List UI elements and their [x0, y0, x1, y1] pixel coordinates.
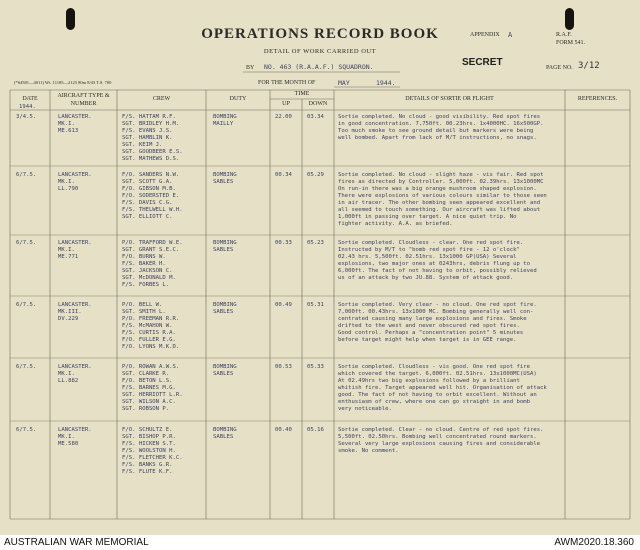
form-title: OPERATIONS RECORD BOOK	[201, 26, 439, 42]
row-duty: BOMBING SABLES	[213, 302, 237, 315]
row-date: 6/7.5.	[16, 364, 37, 370]
row-time-up: 00.49	[275, 302, 292, 308]
row-details: Sortie completed. Cloudless - vis good. One red spot fire which covered the target. 6,000ft. 02.51hrs. 13x1000MC(USA) At 02.49hrs two big explosions followed by a brilliant whitish fire. Target appeared well hit. Organisation of attack good. The fact of not having to orbit excellent. Without an enthusiasm of crew, where one can go straight in and bomb very noticeable.	[338, 364, 547, 412]
row-crew: P/O. ROWAN A.W.S. SGT. CLARKE R. F/O. BETON L.S. F/S. BARNES M.G. SGT. HERRIOTT L.R. SGT. WILSON A.C. SGT. ROBSON P.	[122, 364, 183, 412]
row-details: Sortie completed. Very clear - no cloud. One red spot fire. 7,000ft. 00.43hrs. 13x1000 MC. Bombing generally well con- centrated causing many large explosions and fires. Smoke drifted to the west and never obscured red spot fires. Good control. Perhaps a "concentration point" 5 minutes before target might help when target is in GEE range.	[338, 302, 537, 343]
row-date: 6/7.5.	[16, 172, 37, 178]
row-crew: F/O. SCHULTZ E. SGT. BISHOP P.R. F/S. HICKEN S.T. F/S. WOOLSTON H. F/S. FLETCHER K.C. F/S. BANKS G.R. F/S. FLUTE K.F.	[122, 427, 183, 475]
row-duty: BOMBING SABLES	[213, 427, 237, 440]
row-date: 6/7.5.	[16, 302, 37, 308]
row-crew: F/O. SANDERS N.W. SGT. SCOTT G.A. F/O. GIBSON M.B. F/O. SODERSTED E. F/S. DAVIS C.G. F/S. THELWELL W.H. SGT. ELLIOTT C.	[122, 172, 183, 220]
row-crew: F/S. HATTAM R.F. SGT. BRIDLEY H.M. F/S. EVANS J.S. SGT. HAMBLIN K. SGT. KEIM J. SGT. GOODBEER E.S. SGT. MATHEWS D.S.	[122, 114, 183, 162]
row-details: Sortie completed. No cloud - good visibility. Red spot fires in good concentration. 7,750ft. 00.23hrs. 1x4000HC. 16x500GP. Too much smoke to see ground detail but markers were being well bombed. Apart from lack of M/T instructions, no snags.	[338, 114, 544, 141]
row-aircraft: LANCASTER. MK.I. ME.580	[58, 427, 92, 447]
month-label: FOR THE MONTH OF	[258, 80, 316, 86]
column-header-crew: CREW	[152, 96, 171, 102]
column-header-duty: DUTY	[229, 96, 247, 102]
row-details: Sortie completed. Clear - no cloud. Centre of red spot fires. 5,500ft. 02.50hrs. Bombing well concentrated round markers. Several very large explosions causing fires and considerable smoke. No comment.	[338, 427, 544, 454]
month-value: MAY	[338, 79, 350, 87]
row-details: Sortie completed. No cloud - slight haze - vis fair. Red spot fires as directed by Controller. 5,000ft. 02.39hrs. 13x1000MC On run-in there was a big orange mushroom shaped explosion. There were explosions of various colours similar to those seen in air tracer. The other bombing seen appeared excellent and all seemed to touch something. Our aircraft was lifted about 1,000ft in passing over target. A nice quiet trip. No fighter activity. A.A. as briefed.	[338, 172, 547, 227]
year-value: 1944.	[376, 79, 396, 87]
row-duty: BOMBING SABLES	[213, 240, 237, 253]
row-duty: BOMBING SABLES	[213, 172, 237, 185]
column-header-details: DETAILS OF SORTIE OR FLIGHT	[405, 96, 494, 102]
archive-reference: AWM2020.18.360	[554, 537, 634, 548]
row-crew: P/O. TRAFFORD W.E. SGT. GRANT S.E.C. F/O. BURNS W. F/S. BAKER H. SGT. JACKSON C. SGT. McDONALD M. F/S. FORBES L.	[122, 240, 183, 288]
raf-label: R.A.F.	[556, 32, 572, 38]
row-time-up: 00.53	[275, 364, 292, 370]
row-date: 6/7.5.	[16, 427, 37, 433]
by-label: BY	[246, 65, 255, 71]
row-time-up: 00.40	[275, 427, 292, 433]
archive-footer	[0, 535, 640, 550]
row-aircraft: LANCASTER. MK.III. DV.229	[58, 302, 92, 322]
page-number: 3/12	[578, 61, 600, 71]
appendix-label: APPENDIX	[470, 32, 500, 38]
row-duty: BOMBING MAILLY	[213, 114, 237, 127]
secret-stamp: SECRET	[462, 57, 503, 68]
row-date: 3/4.5.	[16, 114, 37, 120]
row-time-down: 05.31	[307, 302, 324, 308]
row-time-up: 00.34	[275, 172, 292, 178]
squadron-name: NO. 463 (R.A.A.F.) SQUADRON.	[264, 63, 374, 71]
row-details: Sortie completed. Cloudless - clear. One red spot fire. Instructed by M/T to "bomb red spot fire - 12 o'clock" 02.43 hrs. 5,500ft. 02.51hrs. 13x1000 GP(USA) Several explosions, two major ones at 0243hrs, debris flung up to 6,000ft. The fact of not having to orbit, possibly relieved us of an attack by two JU.88. System of attack good.	[338, 240, 537, 281]
row-duty: BOMBING SABLES	[213, 364, 237, 377]
row-aircraft: LANCASTER. MK.I. LL.882	[58, 364, 92, 384]
column-header-references: REFERENCES.	[577, 96, 618, 102]
column-header-aircraft: AIRCRAFT TYPE & NUMBER	[57, 93, 110, 107]
appendix-value: A	[508, 31, 513, 39]
row-aircraft: LANCASTER. MK.I. LL.790	[58, 172, 92, 192]
column-header-up: UP	[282, 101, 290, 107]
page-label: PAGE NO.	[546, 65, 573, 71]
row-time-down: 05.16	[307, 427, 324, 433]
column-header-date: DATE	[22, 96, 38, 102]
row-time-up: 00.33	[275, 240, 292, 246]
row-time-down: 03.34	[307, 114, 324, 120]
row-aircraft: LANCASTER. MK.I. ME.613	[58, 114, 92, 134]
archive-credit: AUSTRALIAN WAR MEMORIAL	[4, 537, 149, 548]
column-header-time: TIME	[294, 91, 310, 97]
row-time-up: 22.00	[275, 114, 292, 120]
row-aircraft: LANCASTER. MK.I. ME.771	[58, 240, 92, 260]
form-subtitle: DETAIL OF WORK CARRIED OUT	[263, 48, 377, 55]
row-time-down: 05.33	[307, 364, 324, 370]
row-time-down: 05.29	[307, 172, 324, 178]
year-note: 1944.	[19, 104, 36, 110]
form-number: FORM 541.	[556, 40, 586, 46]
row-date: 6/7.5.	[16, 240, 37, 246]
printer-code: (*64581—4011) Wt. 11185—2125 80m 8/43 T.S. 700	[14, 80, 112, 85]
row-crew: P/O. BELL W. SGT. SMITH L. P/O. FREEMAN R.R. F/S. McMAHON W. F/S. CURTIS R.A. F/O. FULLER E.G. F/O. LYONS M.K.D.	[122, 302, 180, 350]
column-header-down: DOWN	[308, 101, 328, 107]
row-time-down: 05.23	[307, 240, 324, 246]
